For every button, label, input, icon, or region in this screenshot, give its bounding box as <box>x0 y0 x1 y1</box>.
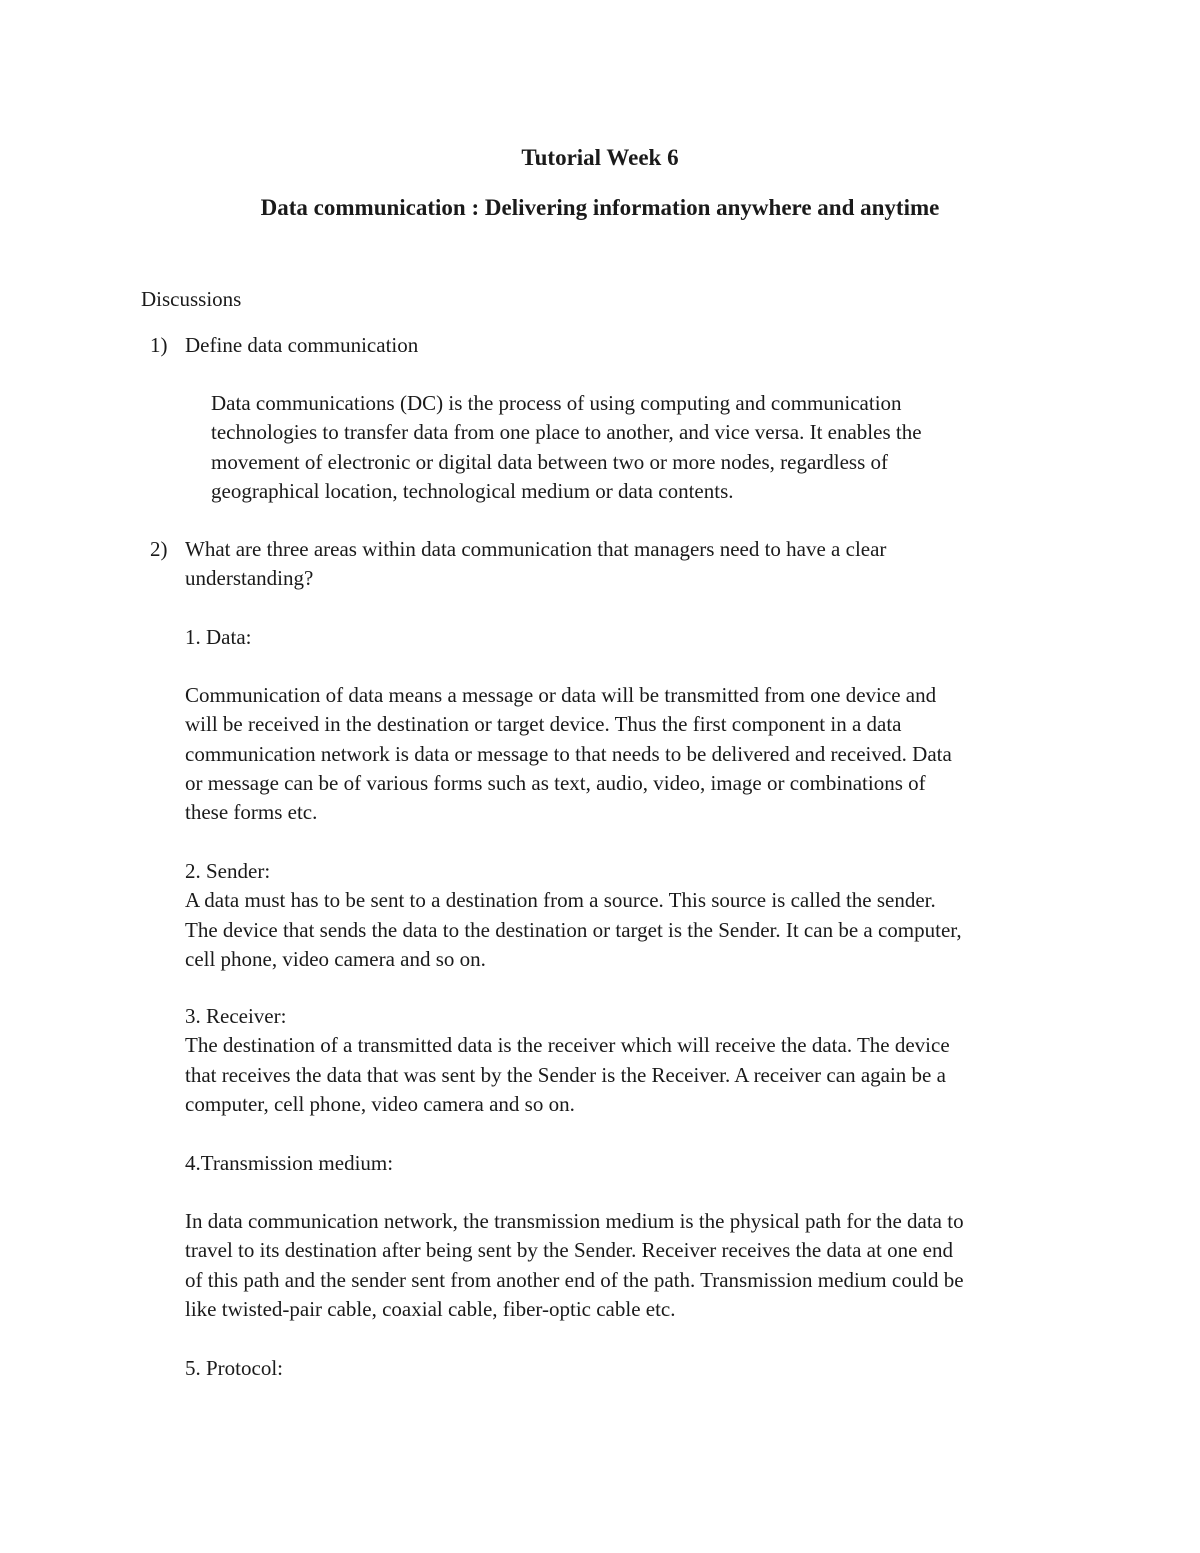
document-title: Tutorial Week 6 <box>521 145 679 170</box>
body-line: travel to its destination after being sent by the Sender. Receiver receives the data at one end <box>185 1238 953 1263</box>
item-heading: 3. Receiver: <box>185 1004 287 1028</box>
body-line: computer, cell phone, video camera and so on. <box>185 1091 575 1116</box>
answer-line: geographical location, technological medium or data contents. <box>211 478 734 503</box>
item-heading: 2. Sender: <box>185 859 271 883</box>
body-line: of this path and the sender sent from another end of the path. Transmission medium could be <box>185 1267 964 1292</box>
body-line: that receives the data that was sent by the Sender is the Receiver. A receiver can again be a <box>185 1062 946 1087</box>
body-line: The device that sends the data to the destination or target is the Sender. It can be a computer, <box>185 917 962 942</box>
body-line: Communication of data means a message or data will be transmitted from one device and <box>185 683 937 707</box>
section-label: Discussions <box>141 287 242 311</box>
answer-paragraph <box>211 389 922 506</box>
body-line: cell phone, video camera and so on. <box>185 946 486 971</box>
item-heading: 1. Data: <box>185 625 252 649</box>
answer-line: movement of electronic or digital data between two or more nodes, regardless of <box>211 449 889 474</box>
item-heading: 4.Transmission medium: <box>185 1151 394 1175</box>
answer-line: technologies to transfer data from one place to another, and vice versa. It enables the <box>211 420 922 445</box>
body-line: will be received in the destination or target device. Thus the first component in a data <box>185 712 902 737</box>
question-line: What are three areas within data communication that managers need to have a clear <box>185 537 887 561</box>
body-line: A data must has to be sent to a destination from a source. This source is called the sender. <box>185 888 936 913</box>
body-line: like twisted-pair cable, coaxial cable, fiber-optic cable etc. <box>185 1296 676 1321</box>
body-line: these forms etc. <box>185 800 318 825</box>
item-body <box>185 681 952 827</box>
question-number: 2) <box>150 537 168 561</box>
question-text: Define data communication <box>185 333 419 357</box>
body-line: The destination of a transmitted data is the receiver which will receive the data. The device <box>185 1033 950 1058</box>
item-body <box>185 857 962 974</box>
document-subtitle: Data communication : Delivering information anywhere and anytime <box>260 195 940 220</box>
question-number: 1) <box>150 333 168 357</box>
answer-line: Data communications (DC) is the process of using computing and communication <box>211 391 902 415</box>
body-line: communication network is data or message to that needs to be delivered and received. Data <box>185 741 952 766</box>
question-text <box>185 535 886 594</box>
body-line: In data communication network, the transmission medium is the physical path for the data to <box>185 1209 964 1233</box>
question-line: understanding? <box>185 566 314 591</box>
body-line: or message can be of various forms such as text, audio, video, image or combinations of <box>185 770 926 795</box>
item-body <box>185 1207 964 1324</box>
item-body <box>185 1002 950 1119</box>
item-heading: 5. Protocol: <box>185 1356 283 1380</box>
